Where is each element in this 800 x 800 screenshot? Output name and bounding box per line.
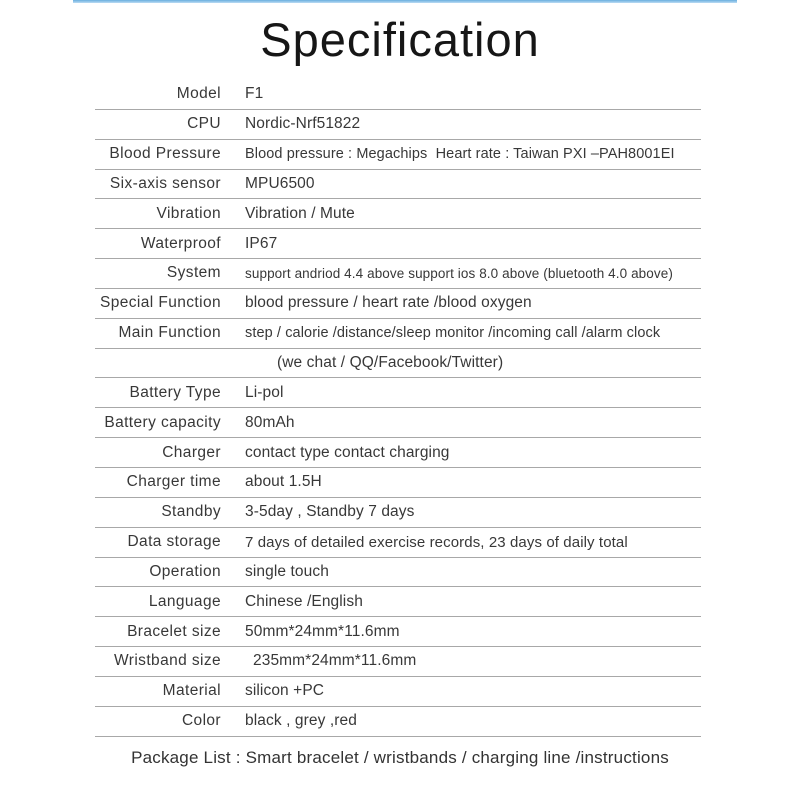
spec-value: support andriod 4.4 above support ios 8.0 above (bluetooth 4.0 above) (245, 265, 673, 281)
spec-label: Charger (162, 443, 221, 461)
spec-value: 80mAh (245, 413, 295, 431)
spec-label: Language (148, 592, 221, 610)
spec-row (95, 199, 701, 229)
spec-row (95, 140, 701, 170)
spec-value: 3-5day , Standby 7 days (245, 503, 415, 521)
spec-value: Li-pol (245, 383, 284, 401)
spec-label: CPU (187, 115, 221, 133)
spec-label: Standby (161, 503, 221, 521)
spec-row (95, 259, 701, 289)
spec-value: MPU6500 (245, 174, 315, 192)
spec-row (95, 677, 701, 707)
spec-value: silicon +PC (245, 682, 325, 700)
spec-row (95, 378, 701, 408)
spec-value: IP67 (245, 234, 278, 252)
spec-value: (we chat / QQ/Facebook/Twitter) (277, 354, 504, 372)
spec-row (95, 707, 701, 737)
spec-label: Bracelet size (127, 622, 221, 640)
spec-value: Blood pressure : Megachips Heart rate : Taiwan PXI –PAH8001EI (245, 146, 675, 163)
spec-label: Model (176, 85, 221, 103)
spec-label: Vibration (156, 204, 221, 222)
spec-row (95, 617, 701, 647)
spec-label: Battery capacity (104, 413, 221, 431)
spec-row (95, 289, 701, 319)
spec-value: step / calorie /distance/sleep monitor /incoming call /alarm clock (245, 325, 661, 342)
spec-value: black , grey ,red (245, 712, 357, 730)
spec-value: 7 days of detailed exercise records, 23 days of daily total (245, 533, 628, 551)
spec-row (95, 110, 701, 140)
spec-label: System (166, 264, 221, 282)
spec-label: Wristband size (114, 652, 221, 670)
spec-label: Material (162, 682, 221, 700)
spec-label: Charger time (126, 473, 221, 491)
spec-label: Main Function (118, 324, 221, 342)
spec-value: blood pressure / heart rate /blood oxygen (245, 294, 532, 312)
page-title: Specification (260, 13, 540, 66)
spec-value: Nordic-Nrf51822 (245, 115, 361, 133)
spec-value: contact type contact charging (245, 443, 450, 461)
spec-row (95, 468, 701, 498)
spec-label: Blood Pressure (109, 145, 221, 163)
spec-row (95, 438, 701, 468)
package-list-text: Package List : Smart bracelet / wristbands / charging line /instructions (131, 748, 669, 767)
spec-row (95, 558, 701, 588)
spec-label: Waterproof (140, 234, 221, 252)
spec-value: Chinese /English (245, 592, 363, 610)
spec-label: Battery Type (129, 383, 221, 401)
spec-row (95, 319, 701, 349)
spec-value: about 1.5H (245, 473, 322, 491)
spec-label: Special Function (100, 294, 221, 312)
spec-row (95, 349, 701, 379)
spec-table (95, 80, 701, 737)
spec-value: single touch (245, 562, 329, 580)
spec-row (95, 498, 701, 528)
spec-label: Operation (149, 562, 221, 580)
spec-label: Six-axis sensor (109, 174, 221, 192)
spec-value: 50mm*24mm*11.6mm (245, 622, 400, 640)
spec-value: Vibration / Mute (245, 204, 355, 222)
spec-row (95, 408, 701, 438)
spec-value: 235mm*24mm*11.6mm (253, 652, 417, 670)
spec-row (95, 229, 701, 259)
spec-label: Data storage (127, 533, 221, 551)
spec-row (95, 528, 701, 558)
spec-value: F1 (245, 85, 264, 103)
top-accent-bar (73, 0, 737, 3)
spec-label: Color (181, 712, 221, 730)
spec-row (95, 587, 701, 617)
spec-row (95, 80, 701, 110)
spec-row (95, 170, 701, 200)
spec-row (95, 647, 701, 677)
